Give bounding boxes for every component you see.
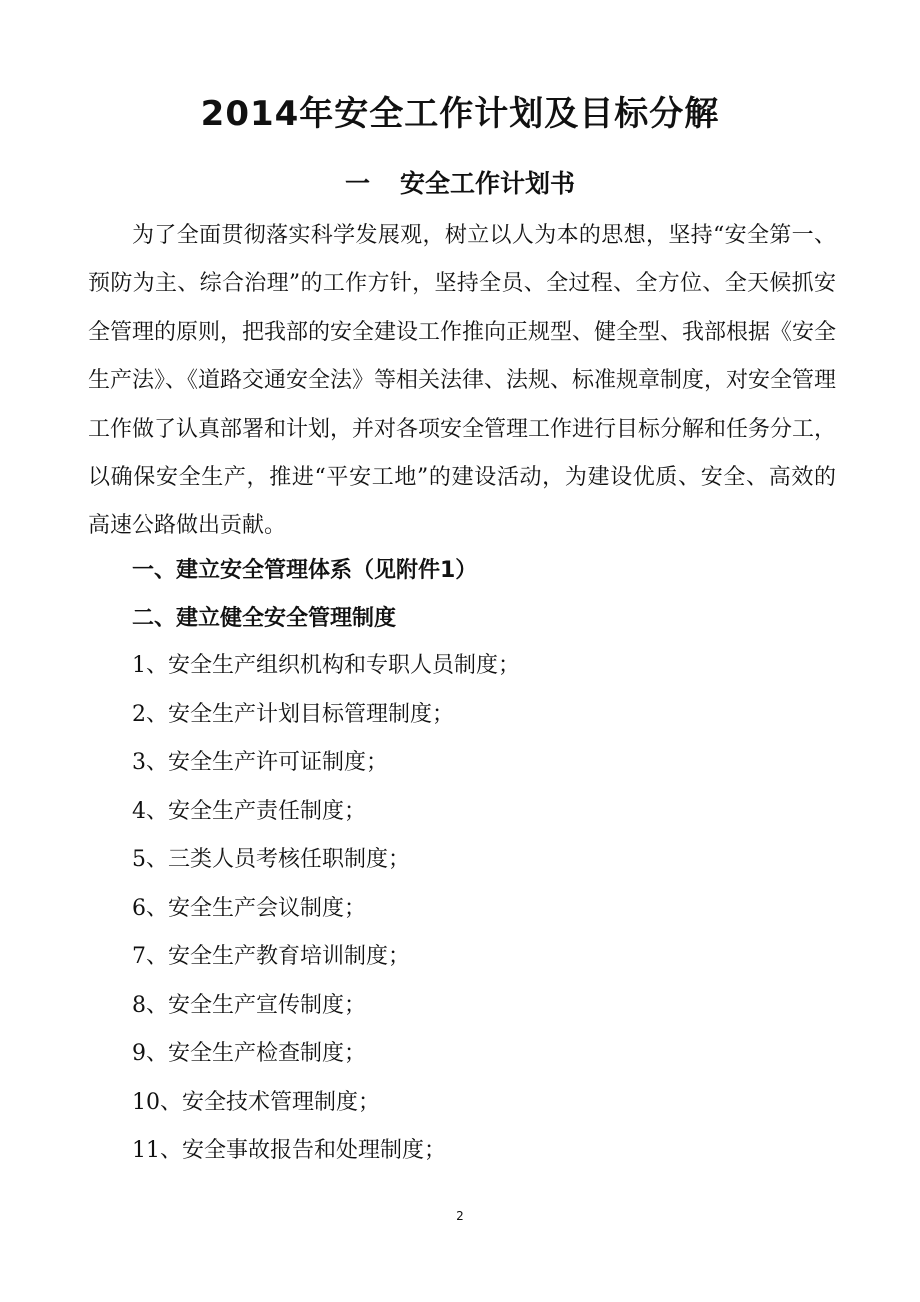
- intro-paragraph: 为了全面贯彻落实科学发展观，树立以人为本的思想，坚持“安全第一、预防为主、综合治理”的工作方针，坚持全员、全过程、全方位、全天候抓安全管理的原则，把我部的安全建设工作推向正规型、健全型、我部根据《安全生产法》、《道路交通安全法》等相关法律、法规、标准规章制度，对安全管理工作做了认真部署和计划，并对各项安全管理工作进行目标分解和任务分工，以确保安全生产，推进“平安工地”的建设活动，为建设优质、安全、高效的高速公路做出贡献。: [88, 223, 837, 539]
- document-title: 2014年安全工作计划及目标分解: [200, 94, 720, 134]
- heading-safety-system: 一、建立安全管理体系（见附件1）: [132, 558, 478, 583]
- page-number: 2: [456, 1209, 464, 1223]
- list-item: 11、安全事故报告和处理制度；: [132, 1138, 446, 1163]
- section-number: 一: [344, 169, 370, 198]
- list-item: 4、安全生产责任制度；: [132, 798, 366, 824]
- list-item: 10、安全技术管理制度；: [132, 1089, 380, 1115]
- rules-list: [132, 648, 520, 1182]
- list-item: 9、安全生产检查制度；: [132, 1041, 366, 1066]
- section-title-text: 安全工作计划书: [400, 169, 576, 198]
- list-item: 8、安全生产宣传制度；: [132, 992, 366, 1018]
- list-item: 7、安全生产教育培训制度；: [132, 944, 410, 969]
- list-item: 2、安全生产计划目标管理制度；: [132, 701, 454, 727]
- list-item: 3、安全生产许可证制度；: [132, 750, 388, 775]
- section-title: [0, 166, 920, 202]
- list-item: 1、安全生产组织机构和专职人员制度；: [132, 653, 520, 678]
- heading-safety-rules: 二、建立健全安全管理制度: [132, 606, 397, 631]
- list-item: 6、安全生产会议制度；: [132, 895, 366, 921]
- list-item: 5、三类人员考核任职制度；: [132, 847, 410, 872]
